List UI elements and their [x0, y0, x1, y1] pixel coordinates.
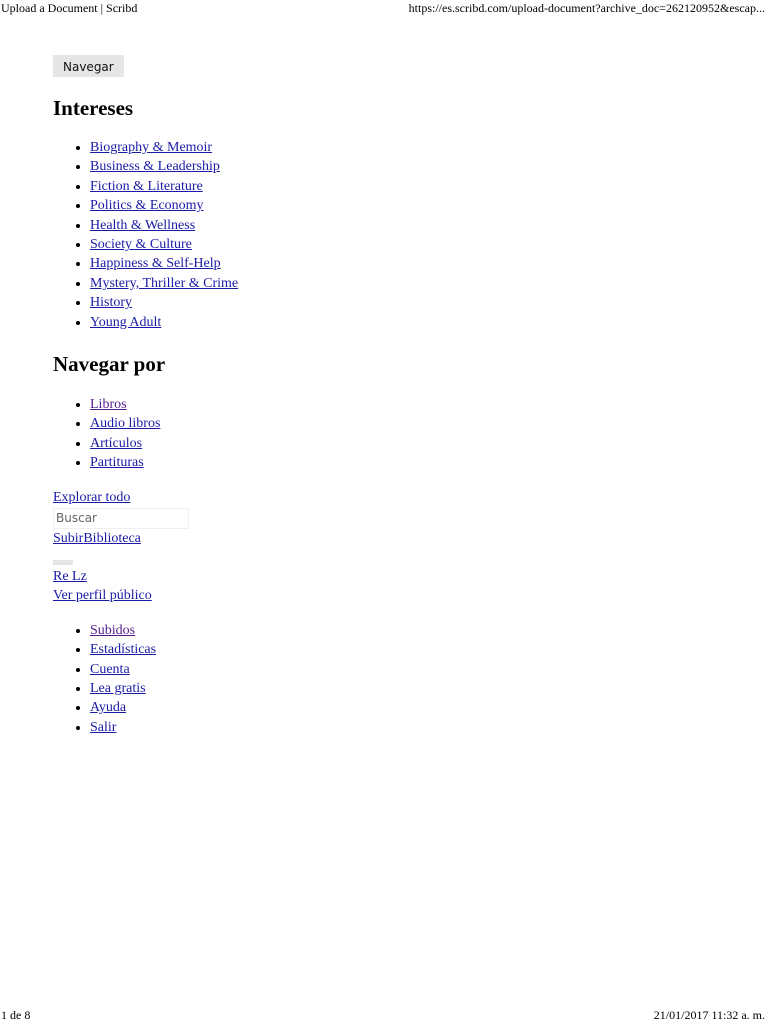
interest-link-politics[interactable]: Politics & Economy	[90, 198, 204, 214]
list-item	[90, 196, 713, 215]
navegar-button[interactable]: Navegar	[53, 55, 124, 77]
interest-link-history[interactable]: History	[90, 295, 132, 311]
list-item	[90, 395, 713, 414]
upload-link[interactable]: Subir	[53, 530, 84, 546]
avatar[interactable]	[53, 560, 73, 565]
print-header-url: https://es.scribd.com/upload-document?archive_doc=262120952&escap...	[408, 1, 765, 15]
user-menu-ayuda[interactable]: Ayuda	[90, 700, 127, 716]
interest-link-society[interactable]: Society & Culture	[90, 237, 192, 253]
browse-link-audio-libros[interactable]: Audio libros	[90, 416, 161, 432]
user-name-link[interactable]: Re Lz	[53, 568, 87, 584]
browse-link-articulos[interactable]: Artículos	[90, 435, 143, 451]
list-item	[90, 138, 713, 157]
user-menu-cuenta[interactable]: Cuenta	[90, 661, 130, 677]
interest-link-happiness[interactable]: Happiness & Self-Help	[90, 256, 221, 272]
user-menu-estadisticas[interactable]: Estadísticas	[90, 642, 157, 658]
list-item	[90, 254, 713, 273]
list-item	[90, 621, 713, 640]
interest-link-young-adult[interactable]: Young Adult	[90, 314, 162, 330]
interest-link-health[interactable]: Health & Wellness	[90, 217, 196, 233]
browse-list	[53, 395, 713, 473]
list-item	[90, 414, 713, 433]
list-item	[90, 718, 713, 737]
interest-link-mystery[interactable]: Mystery, Thriller & Crime	[90, 275, 239, 291]
interests-heading: Intereses	[53, 96, 134, 120]
interest-link-biography[interactable]: Biography & Memoir	[90, 140, 213, 155]
print-header-title: Upload a Document | Scribd	[1, 1, 138, 15]
user-menu-list	[53, 621, 713, 737]
interests-list	[53, 138, 713, 332]
list-item	[90, 235, 713, 254]
list-item	[90, 640, 713, 659]
browse-link-libros[interactable]: Libros	[90, 397, 127, 413]
interest-link-business[interactable]: Business & Leadership	[90, 159, 220, 175]
browse-link-partituras[interactable]: Partituras	[90, 455, 144, 471]
list-item	[90, 274, 713, 293]
list-item	[90, 698, 713, 717]
list-item	[90, 434, 713, 453]
browse-heading: Navegar por	[53, 352, 166, 377]
list-item	[90, 293, 713, 312]
list-item	[90, 157, 713, 176]
list-item	[90, 679, 713, 698]
user-menu-subidos[interactable]: Subidos	[90, 622, 136, 638]
public-profile-link[interactable]: Ver perfil público	[53, 587, 152, 603]
library-link[interactable]: Biblioteca	[83, 530, 141, 546]
list-item	[90, 177, 713, 196]
explore-all-link[interactable]: Explorar todo	[53, 489, 131, 505]
interest-link-fiction[interactable]: Fiction & Literature	[90, 178, 203, 194]
upload-library-row	[53, 529, 713, 548]
list-item	[90, 453, 713, 472]
main-content	[53, 55, 713, 737]
search-input[interactable]	[53, 508, 189, 529]
print-footer-datetime: 21/01/2017 11:32 a. m.	[653, 1008, 765, 1022]
user-menu-salir[interactable]: Salir	[90, 719, 117, 735]
user-menu-lea-gratis[interactable]: Lea gratis	[90, 680, 146, 696]
list-item	[90, 313, 713, 332]
list-item	[90, 660, 713, 679]
print-footer-page: 1 de 8	[1, 1008, 31, 1022]
list-item	[90, 216, 713, 235]
